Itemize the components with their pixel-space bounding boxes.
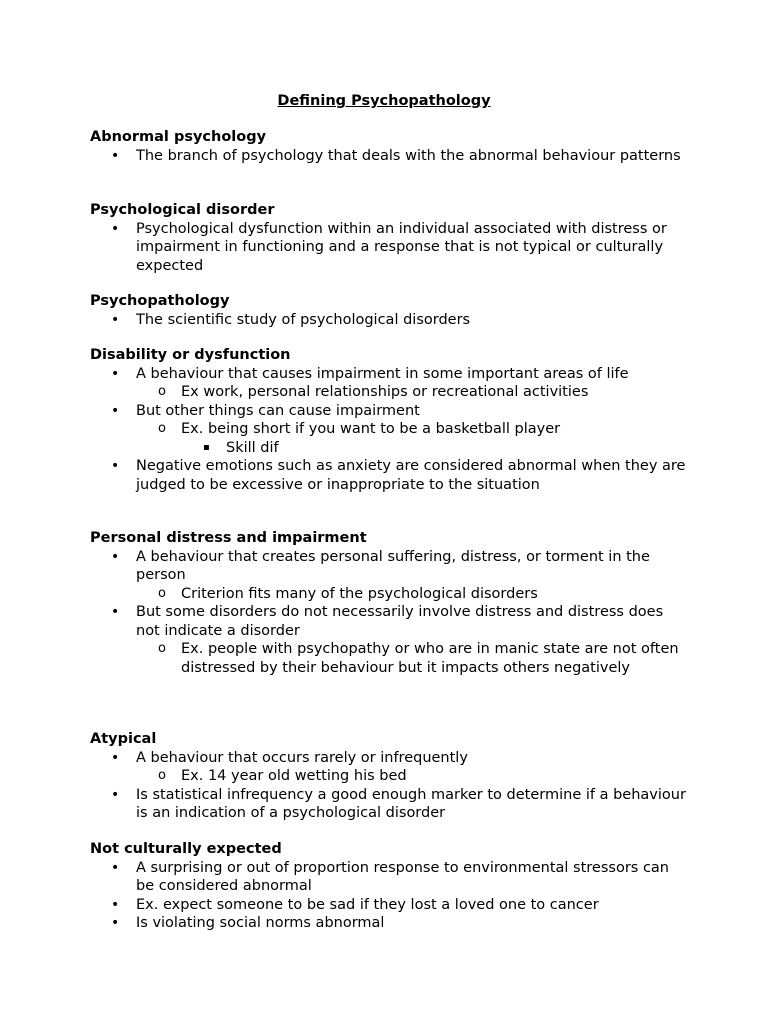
section-heading: Psychological disorder — [90, 202, 275, 218]
section-heading: Personal distress and impairment — [90, 530, 367, 546]
bullet-icon: • — [111, 786, 120, 803]
list-item-text: The scientific study of psychological disorders — [136, 311, 471, 328]
section — [90, 201, 690, 275]
bullet-icon: o — [158, 585, 166, 601]
bullet-icon: o — [158, 384, 166, 399]
bullet-icon: • — [111, 604, 120, 620]
bullet-icon: • — [111, 365, 120, 382]
list-item — [90, 603, 690, 640]
section — [90, 292, 690, 329]
section — [90, 529, 690, 677]
list-item-text: But some disorders do not necessarily involve distress and distress does not indicate a disorder — [136, 604, 664, 639]
list-item-text: Negative emotions such as anxiety are considered abnormal when they are judged to be excessive or inappropriate to the situation — [136, 458, 686, 493]
bullet-icon: • — [111, 896, 120, 913]
list-item — [90, 457, 690, 494]
list-item-text: The branch of psychology that deals with the abnormal behaviour patterns — [136, 147, 681, 164]
list-item-text: A behaviour that causes impairment in some important areas of life — [136, 365, 629, 382]
list-item — [90, 767, 690, 786]
list-item — [90, 402, 690, 421]
list-item — [90, 548, 690, 585]
list-item-text: Ex. being short if you want to be a basketball player — [181, 421, 561, 437]
section-heading: Abnormal psychology — [90, 129, 267, 145]
bullet-icon: • — [111, 311, 120, 328]
section-heading: Disability or dysfunction — [90, 347, 291, 363]
list-item — [90, 311, 690, 330]
bullet-icon: • — [111, 915, 120, 931]
bullet-icon: • — [111, 548, 120, 565]
list-item — [90, 786, 690, 823]
list-item-text: Skill dif — [226, 439, 279, 456]
bullet-icon: o — [158, 768, 166, 783]
list-item — [90, 439, 690, 458]
bullet-icon: • — [111, 859, 120, 876]
list-item — [90, 147, 690, 166]
document-title: Defining Psychopathology — [277, 93, 491, 109]
list-item-text: A surprising or out of proportion response to environmental stressors can be considered abnormal — [136, 859, 669, 894]
section-heading: Psychopathology — [90, 293, 230, 309]
list-item — [90, 896, 690, 915]
bullet-icon: o — [158, 641, 166, 656]
list-item-text: Ex. 14 year old wetting his bed — [181, 768, 407, 784]
section — [90, 730, 690, 823]
list-item-text: Is violating social norms abnormal — [136, 915, 385, 931]
bullet-icon: • — [111, 220, 120, 237]
list-item-text: A behaviour that creates personal suffering, distress, or torment in the person — [136, 548, 650, 583]
list-item — [90, 383, 690, 402]
list-item — [90, 420, 690, 439]
list-item-text: Ex. people with psychopathy or who are in manic state are not often distressed by their behaviour but it impacts others negatively — [181, 641, 679, 676]
section — [90, 128, 690, 165]
list-item-text: A behaviour that occurs rarely or infrequently — [136, 749, 468, 766]
list-item — [90, 914, 690, 933]
list-item-text: Criterion fits many of the psychological disorders — [181, 585, 538, 602]
list-item — [90, 585, 690, 604]
bullet-icon: ▪ — [203, 441, 210, 453]
list-item — [90, 365, 690, 384]
bullet-icon: • — [111, 402, 120, 419]
bullet-icon: o — [158, 421, 166, 436]
list-item-text: But other things can cause impairment — [136, 402, 420, 419]
list-item-text: Psychological dysfunction within an individual associated with distress or impairment in functioning and a response that is not typical or culturally expected — [136, 220, 667, 274]
list-item — [90, 220, 690, 276]
list-item — [90, 640, 690, 677]
list-item — [90, 749, 690, 768]
list-item-text: Ex. expect someone to be sad if they lost a loved one to cancer — [136, 896, 599, 913]
section-heading: Atypical — [90, 731, 157, 747]
bullet-icon: • — [111, 458, 120, 474]
section — [90, 840, 690, 933]
bullet-icon: • — [111, 749, 120, 766]
list-item-text: Ex work, personal relationships or recreational activities — [181, 384, 589, 400]
section-heading: Not culturally expected — [90, 841, 282, 857]
section — [90, 346, 690, 494]
bullet-icon: • — [111, 147, 120, 164]
list-item-text: Is statistical infrequency a good enough marker to determine if a behaviour is an indication of a psychological disorder — [136, 786, 686, 821]
list-item — [90, 859, 690, 896]
